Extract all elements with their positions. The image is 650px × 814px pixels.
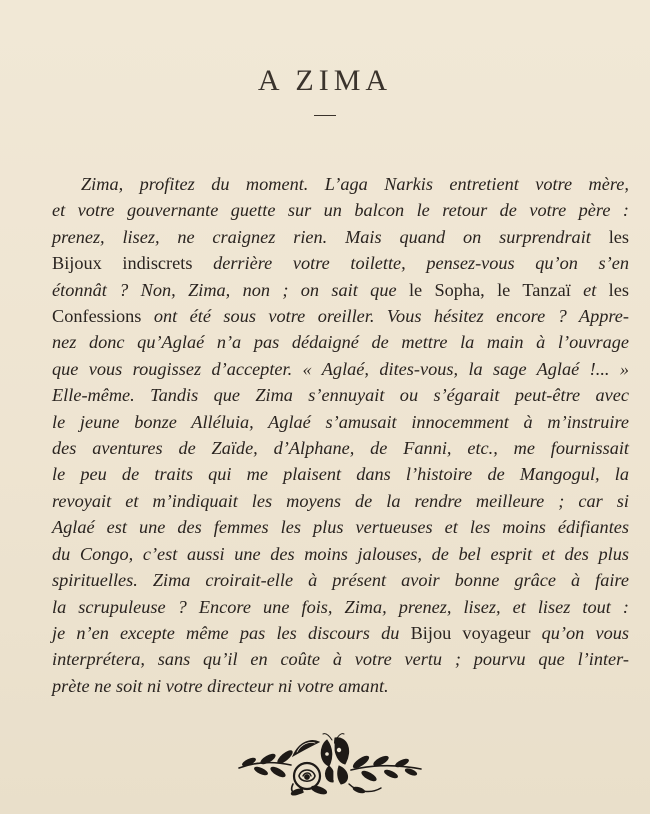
italic-text-run: qu’on vous bbox=[541, 622, 629, 643]
title-separator-rule bbox=[314, 115, 336, 116]
italic-text-run: je n’en excepte même pas les discours du bbox=[52, 622, 411, 643]
text-line bbox=[52, 197, 629, 223]
text-line bbox=[52, 303, 629, 329]
italic-text-run: Aglaé est une des femmes les plus vertueuses et les moins édifiantes bbox=[52, 517, 629, 538]
text-line bbox=[52, 329, 629, 355]
italic-text-run: et votre gouvernante guette sur un balcon le retour de votre père : bbox=[52, 200, 629, 221]
roman-text-run: les bbox=[608, 279, 629, 300]
text-line bbox=[52, 567, 629, 593]
italic-text-run: nez donc qu’Aglaé n’a pas dédaigné de mettre la main à l’ouvrage bbox=[52, 332, 629, 353]
italic-text-run: Elle-même. Tandis que Zima s’ennuyait ou s’égarait peut-être avec bbox=[52, 385, 629, 406]
italic-text-run: des aventures de Zaïde, d’Alphane, de Fanni, etc., me fournissait bbox=[52, 438, 629, 459]
text-line bbox=[52, 171, 629, 197]
text-line bbox=[52, 356, 629, 382]
italic-text-run: spirituelles. Zima croirait-elle à présent avoir bonne grâce à faire bbox=[52, 570, 629, 591]
italic-text-run: prète ne soit ni votre directeur ni votre amant. bbox=[52, 675, 389, 696]
text-line bbox=[52, 250, 629, 276]
italic-text-run: interprétera, sans qu’il en coûte à votre vertu ; pourvu que l’inter- bbox=[52, 649, 629, 670]
italic-text-run: étonnât ? Non, Zima, non ; on sait que bbox=[52, 279, 409, 300]
text-line bbox=[52, 514, 629, 540]
roman-text-run: le Sopha, le Tanzaï bbox=[408, 279, 584, 300]
text-line bbox=[52, 461, 629, 487]
text-line bbox=[52, 646, 629, 672]
text-line bbox=[52, 435, 629, 461]
page-title: A ZIMA bbox=[257, 64, 393, 98]
text-line bbox=[52, 673, 629, 699]
text-line bbox=[52, 224, 629, 250]
roman-text-run: Bijoux indiscrets bbox=[52, 253, 214, 274]
italic-text-run: ont été sous votre oreiller. Vous hésitez encore ? Appre- bbox=[153, 306, 629, 327]
italic-text-run: revoyait et m’indiquait les moyens de la rendre meilleure ; car si bbox=[52, 490, 629, 511]
text-line bbox=[52, 594, 629, 620]
text-line bbox=[52, 541, 629, 567]
italic-text-run: le jeune bonze Alléluia, Aglaé s’amusait innocemment à m’instruire bbox=[52, 411, 629, 432]
italic-text-run: que vous rougissez d’accepter. « Aglaé, dites-vous, la sage Aglaé !... » bbox=[52, 358, 629, 379]
text-line bbox=[52, 382, 629, 408]
roman-text-run: voyageur bbox=[462, 622, 542, 643]
text-line bbox=[52, 488, 629, 514]
italic-text-run: Zima, profitez du moment. L’aga Narkis entretient votre mère, bbox=[81, 174, 629, 194]
text-line bbox=[52, 277, 629, 303]
text-line bbox=[52, 620, 629, 646]
italic-text-run: du Congo, c’est aussi une des moins jalouses, de bel esprit et des plus bbox=[52, 543, 629, 564]
floral-ornament-icon bbox=[235, 732, 425, 800]
dedication-text bbox=[52, 171, 629, 699]
roman-text-run: les bbox=[608, 226, 629, 247]
italic-text-run: et bbox=[583, 279, 609, 300]
italic-text-run: le peu de traits qui me plaisent dans l’histoire de Mangogul, la bbox=[52, 464, 629, 485]
italic-text-run: prenez, lisez, ne craignez rien. Mais quand on surprendrait bbox=[52, 226, 609, 247]
italic-text-run: la scrupuleuse ? Encore une fois, Zima, prenez, lisez, et lisez tout : bbox=[52, 596, 629, 617]
roman-text-run: Confessions bbox=[52, 306, 154, 327]
text-line bbox=[52, 409, 629, 435]
roman-text-run: Bijou bbox=[410, 622, 463, 643]
italic-text-run: derrière votre toilette, pensez-vous qu’on s’en bbox=[213, 253, 629, 274]
